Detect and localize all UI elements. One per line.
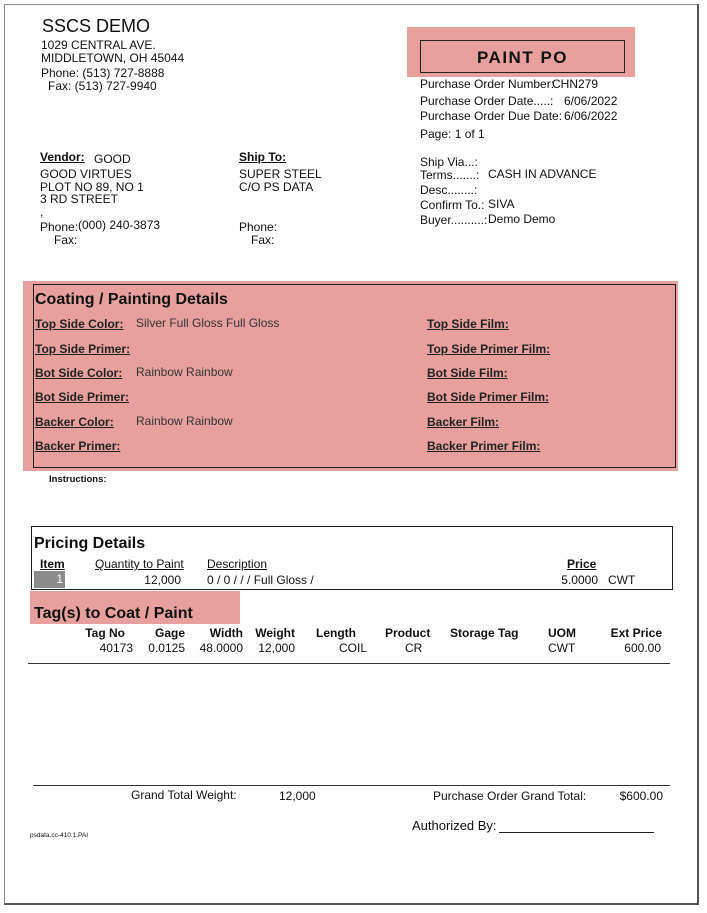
desc-label: Desc........: (420, 183, 478, 197)
coating-box (33, 284, 676, 468)
backer-film-label: Backer Film: (427, 415, 500, 429)
po-number: CHN279 (552, 77, 599, 91)
vendor-phone: (000) 240-3873 (78, 218, 161, 232)
po-number-label: Purchase Order Number: (420, 77, 555, 91)
grand-total: $600.00 (619, 789, 663, 803)
vendor-address-2: 3 RD STREET (40, 192, 119, 206)
tags-col-storage: Storage Tag (450, 626, 519, 640)
footer-code: psdata.cc-410.1.PAI (30, 832, 89, 839)
vendor-fax-label: Fax: (54, 233, 78, 247)
tags-col-product: Product (385, 626, 431, 640)
page-count: Page: 1 of 1 (420, 127, 485, 141)
tag-product-value: CR (405, 641, 423, 655)
ship-to-name: SUPER STEEL (239, 167, 322, 181)
pricing-title: Pricing Details (34, 535, 146, 552)
vendor-label: Vendor: (40, 150, 85, 164)
tags-divider (28, 663, 670, 664)
backer-primer-film-label: Backer Primer Film: (427, 439, 541, 453)
company-fax: Fax: (513) 727-9940 (48, 79, 157, 93)
pricing-qty-value: 12,000 (144, 573, 181, 587)
bot-side-primer-label: Bot Side Primer: (35, 390, 130, 404)
tags-col-ext-price: Ext Price (610, 626, 662, 640)
top-side-film-label: Top Side Film: (427, 317, 509, 331)
ship-to-label: Ship To: (239, 150, 287, 164)
po-date-label: Purchase Order Date.....: (420, 94, 554, 108)
totals-divider (33, 785, 670, 786)
backer-color-label: Backer Color: (35, 415, 114, 429)
po-title: PAINT PO (420, 40, 625, 73)
vendor-address-3: , (40, 205, 44, 219)
buyer-label: Buyer..........: (420, 213, 488, 227)
backer-primer-label: Backer Primer: (35, 439, 121, 453)
buyer-value: Demo Demo (488, 212, 556, 226)
ship-to-phone-label: Phone: (239, 220, 278, 234)
grand-total-weight: 12,000 (279, 789, 316, 803)
coating-title: Coating / Painting Details (35, 291, 228, 308)
top-side-color-label: Top Side Color: (35, 317, 124, 331)
confirm-value: SIVA (488, 197, 515, 211)
pricing-col-item: Item (40, 557, 65, 571)
po-due: 6/06/2022 (564, 109, 618, 123)
tag-length-value: COIL (339, 641, 368, 655)
tags-col-tag-no: Tag No (85, 626, 125, 640)
bot-side-color-value: Rainbow Rainbow (136, 365, 233, 379)
pricing-desc-value: 0 / 0 / / / Full Gloss / (207, 573, 314, 587)
confirm-label: Confirm To.: (420, 198, 485, 212)
tags-col-gage: Gage (154, 626, 185, 640)
tag-width-value: 48.0000 (199, 641, 243, 655)
po-date: 6/06/2022 (564, 94, 618, 108)
backer-color-value: Rainbow Rainbow (136, 414, 233, 428)
instructions-label: Instructions: (49, 474, 107, 485)
ship-via-label: Ship Via...: (420, 155, 478, 169)
tag-no-value: 40173 (99, 641, 133, 655)
authorized-by (412, 819, 654, 833)
tag-weight-value: 12,000 (258, 641, 295, 655)
company-name: SSCS DEMO (42, 16, 151, 36)
terms-value: CASH IN ADVANCE (488, 167, 597, 181)
po-due-label: Purchase Order Due Date: (420, 109, 563, 123)
vendor-name: GOOD VIRTUES (40, 167, 132, 181)
tags-col-weight: Weight (255, 626, 295, 640)
pricing-col-price: Price (567, 557, 597, 571)
tag-uom-value: CWT (548, 641, 576, 655)
company-phone: Phone: (513) 727-8888 (41, 66, 165, 80)
bot-side-color-label: Bot Side Color: (35, 366, 123, 380)
signature-line (499, 820, 654, 833)
vendor-address-1: PLOT NO 89, NO 1 (40, 180, 144, 194)
top-side-primer-film-label: Top Side Primer Film: (427, 342, 551, 356)
tags-col-uom: UOM (548, 626, 576, 640)
grand-total-weight-label: Grand Total Weight: (131, 788, 237, 802)
terms-label: Terms.......: (420, 168, 480, 182)
ship-to-attn: C/O PS DATA (239, 180, 314, 194)
vendor-code: GOOD (94, 152, 131, 166)
bot-side-film-label: Bot Side Film: (427, 366, 508, 380)
pricing-col-qty: Quantity to Paint (95, 557, 184, 571)
pricing-item-number: 1 (34, 571, 65, 588)
pricing-col-desc: Description (207, 557, 268, 571)
grand-total-label: Purchase Order Grand Total: (433, 789, 587, 803)
vendor-phone-label: Phone: (40, 220, 79, 234)
pricing-uom-value: CWT (608, 573, 636, 587)
authorized-by-label: Authorized By: (412, 818, 497, 833)
company-address-1: 1029 CENTRAL AVE. (41, 38, 156, 52)
bot-side-primer-film-label: Bot Side Primer Film: (427, 390, 550, 404)
tags-col-length: Length (316, 626, 356, 640)
pricing-price-value: 5.0000 (561, 573, 598, 587)
tags-title: Tag(s) to Coat / Paint (34, 605, 193, 622)
company-address-2: MIDDLETOWN, OH 45044 (41, 51, 185, 65)
ship-to-fax-label: Fax: (251, 233, 275, 247)
tag-ext-price-value: 600.00 (624, 641, 661, 655)
tags-col-width: Width (209, 626, 243, 640)
tag-gage-value: 0.0125 (148, 641, 185, 655)
top-side-primer-label: Top Side Primer: (35, 342, 131, 356)
top-side-color-value: Silver Full Gloss Full Gloss (136, 316, 280, 330)
